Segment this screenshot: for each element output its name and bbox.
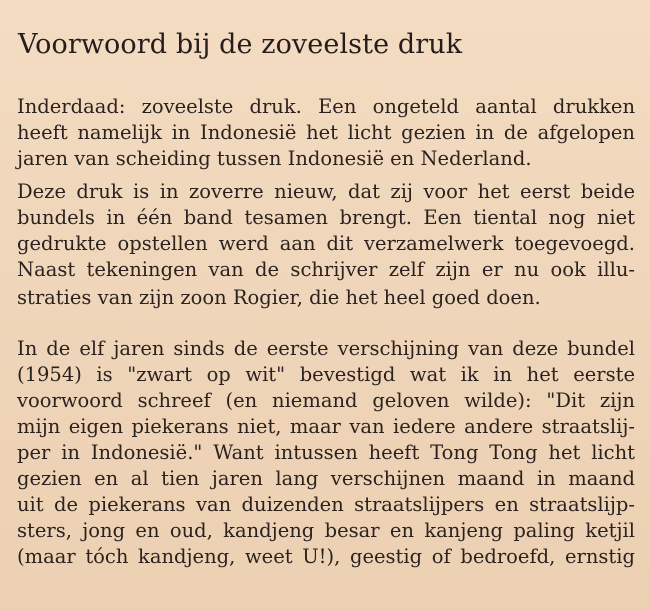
text-line: jaren van scheiding tussen Indonesië en Nederland. (17, 147, 532, 170)
text-line: Deze druk is in zoverre nieuw, dat zij voor het eerst beide (17, 180, 635, 203)
text-line: heeft namelijk in Indonesië het licht gezien in de afgelopen (17, 121, 635, 144)
text-line: (1954) is "zwart op wit" bevestigd wat ik in het eerste (17, 363, 635, 386)
text-line: bundels in één band tesamen brengt. Een tiental nog niet (17, 206, 635, 229)
text-line: gezien en al tien jaren lang verschijnen maand in maand (17, 467, 635, 490)
text-line: straties van zijn zoon Rogier, die het heel goed doen. (17, 286, 541, 309)
text-line: voorwoord schreef (en niemand geloven wilde): "Dit zijn (17, 389, 635, 412)
text-line: Inderdaad: zoveelste druk. Een ongeteld aantal drukken (17, 95, 635, 118)
text-line: In de elf jaren sinds de eerste verschijning van deze bundel (17, 337, 635, 360)
text-line: per in Indonesië." Want intussen heeft Tong Tong het licht (17, 441, 635, 464)
text-line: sters, jong en oud, kandjeng besar en kanjeng paling ketjil (17, 519, 635, 542)
page-title: Voorwoord bij de zoveelste druk (18, 29, 463, 61)
text-line: gedrukte opstellen werd aan dit verzamelwerk toegevoegd. (17, 232, 635, 255)
text-line: Naast tekeningen van de schrijver zelf zijn er nu ook illu- (17, 258, 635, 281)
text-line: uit de piekerans van duizenden straatslijpers en straatslijp- (17, 493, 635, 516)
text-line: mijn eigen piekerans niet, maar van iedere andere straatslij- (17, 415, 635, 438)
text-line: (maar tóch kandjeng, weet U!), geestig of bedroefd, ernstig (17, 545, 635, 568)
